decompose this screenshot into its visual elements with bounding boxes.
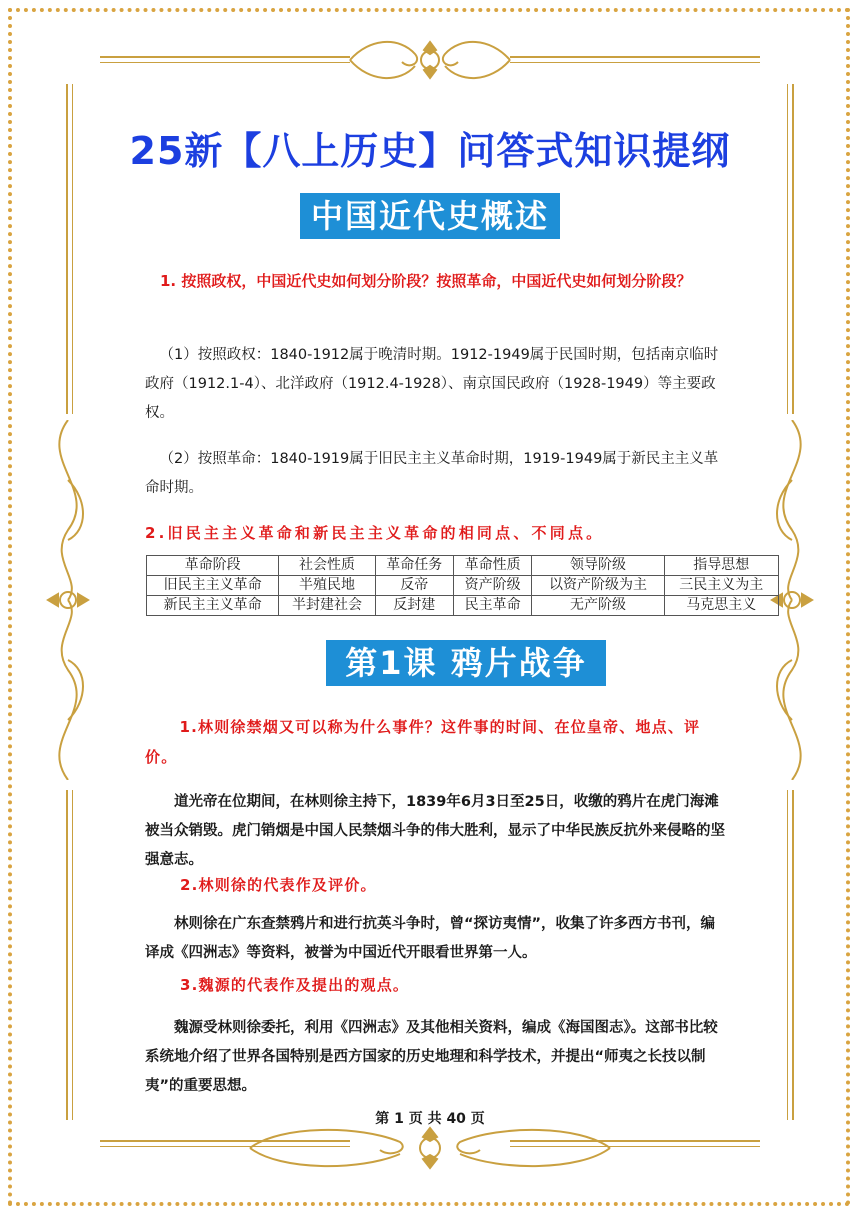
table-header-cell: 社会性质 [279, 556, 375, 576]
table-cell: 马克思主义 [664, 596, 778, 616]
table-row [147, 596, 779, 616]
table-cell: 反封建 [375, 596, 453, 616]
table-cell: 民主革命 [453, 596, 531, 616]
top-rule-right-2 [510, 62, 760, 63]
table-header-cell: 领导阶级 [532, 556, 664, 576]
top-rule-left [100, 56, 350, 58]
table-header-cell: 革命阶段 [147, 556, 279, 576]
table-cell: 无产阶级 [532, 596, 664, 616]
table-cell: 旧民主主义革命 [147, 576, 279, 596]
page-number: 第 1 页 共 40 页 [375, 1111, 485, 1127]
top-rule-left-2 [100, 62, 350, 63]
table-cell: 半封建社会 [279, 596, 375, 616]
left-scroll-ornament-icon [28, 420, 108, 780]
answer-paragraph: （2）按照革命：1840-1919属于旧民主主义革命时期，1919-1949属于新民主主义革命时期。 [145, 451, 719, 496]
answer-paragraph: 道光帝在位期间，在林则徐主持下，1839年6月3日至25日，收缴的鸦片在虎门海滩被当众销毁。虎门销烟是中国人民禁烟斗争的伟大胜利，显示了中华民族反抗外来侵略的坚强意志。 [145, 794, 725, 868]
right-rule-bottom [792, 790, 794, 1120]
top-scroll-ornament-icon [340, 32, 520, 88]
left-rule-bottom [66, 790, 68, 1120]
answer-paragraph: 林则徐在广东查禁鸦片和进行抗英斗争时，曾“探访夷情”，收集了许多西方书刊，编译成《四洲志》等资料，被誉为中国近代开眼看世界第一人。 [145, 916, 716, 961]
right-rule-bottom-2 [787, 790, 788, 1120]
section-banner-lesson-1: 第1课 鸦片战争 [326, 640, 606, 686]
comparison-table [146, 555, 779, 616]
table-cell: 资产阶级 [453, 576, 531, 596]
section-banner-overview: 中国近代史概述 [300, 193, 560, 239]
question-heading: 3.魏源的代表作及提出的观点。 [180, 976, 410, 994]
bottom-scroll-ornament-icon [240, 1120, 620, 1176]
table-cell: 新民主主义革命 [147, 596, 279, 616]
table-cell: 三民主义为主 [664, 576, 778, 596]
top-rule-right [510, 56, 760, 58]
table-header-row [147, 556, 779, 576]
table-cell: 以资产阶级为主 [532, 576, 664, 596]
table-cell: 半殖民地 [279, 576, 375, 596]
table-row [147, 576, 779, 596]
question-heading: 2.林则徐的代表作及评价。 [180, 876, 377, 894]
question-heading: 1.林则徐禁烟又可以称为什么事件？这件事的时间、在位皇帝、地点、评价。 [145, 718, 701, 766]
document-title: 25新【八上历史】问答式知识提纲 [129, 129, 731, 173]
left-rule-bottom-2 [72, 790, 73, 1120]
answer-paragraph: 魏源受林则徐委托，利用《四洲志》及其他相关资料，编成《海国图志》。这部书比较系统地介绍了世界各国特别是西方国家的历史地理和科学技术，并提出“师夷之长技以制夷”的重要思想。 [145, 1020, 718, 1094]
table-header-cell: 指导思想 [664, 556, 778, 576]
table-header-cell: 革命性质 [453, 556, 531, 576]
answer-paragraph: （1）按照政权：1840-1912属于晚清时期。1912-1949属于民国时期，包括南京临时政府（1912.1-4）、北洋政府（1912.4-1928）、南京国民政府（1928-1949）等主要政权。 [145, 347, 719, 421]
table-cell: 反帝 [375, 576, 453, 596]
table-header-cell: 革命任务 [375, 556, 453, 576]
question-heading: 2.旧民主主义革命和新民主主义革命的相同点、不同点。 [145, 524, 605, 542]
question-heading: 1. 按照政权，中国近代史如何划分阶段？按照革命，中国近代史如何划分阶段？ [160, 272, 692, 290]
